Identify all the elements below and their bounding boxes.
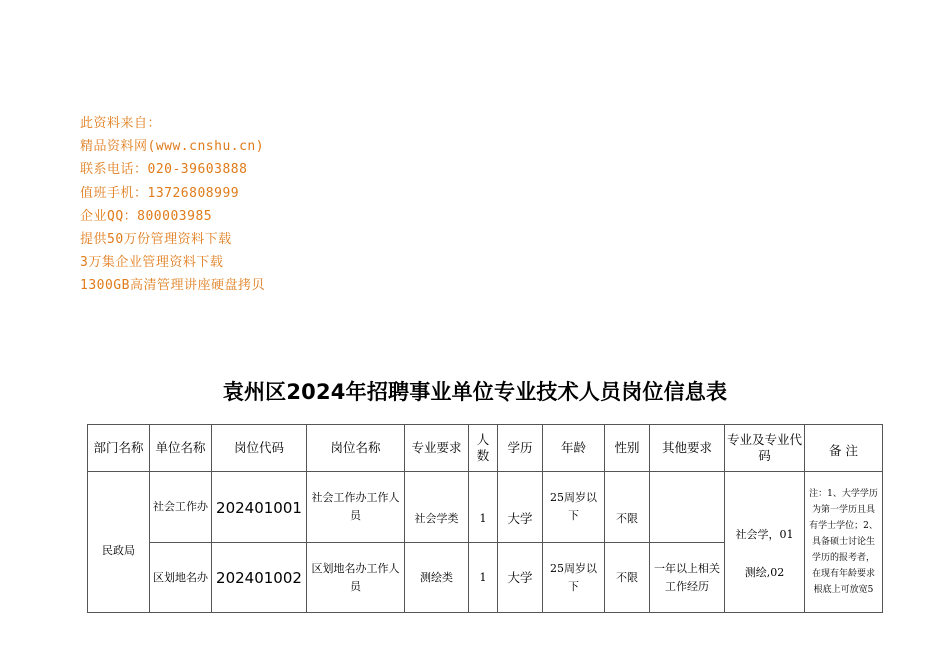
cell-unit: 区划地名办	[150, 543, 212, 613]
cell-edu: 大学	[498, 543, 543, 613]
cell-age: 25周岁以下	[543, 472, 605, 543]
table-row	[88, 472, 883, 543]
source-line-offer-3: 1300GB高清管理讲座硬盘拷贝	[80, 278, 265, 294]
major-code-2: 测绘,02	[744, 566, 785, 579]
document-title: 袁州区2024年招聘事业单位专业技术人员岗位信息表	[222, 380, 728, 404]
header-major-code: 专业及专业代码	[725, 425, 805, 472]
header-count: 人数	[469, 425, 498, 472]
header-other: 其他要求	[650, 425, 725, 472]
header-dept: 部门名称	[88, 425, 150, 472]
source-line-offer-1: 提供50万份管理资料下载	[80, 232, 232, 248]
cell-gender: 不限	[605, 472, 650, 543]
cell-count: 1	[469, 472, 498, 543]
source-line-heading: 此资料来自：	[80, 116, 162, 131]
cell-dept: 民政局	[88, 472, 150, 613]
cell-edu: 大学	[498, 472, 543, 543]
cell-major-code	[725, 472, 805, 613]
table-header-row	[88, 425, 883, 472]
source-line-mobile: 值班手机：13726808999	[80, 185, 240, 201]
cell-age: 25周岁以下	[543, 543, 605, 613]
cell-unit: 社会工作办	[150, 472, 212, 543]
header-major-req: 专业要求	[405, 425, 469, 472]
source-info-block	[80, 112, 265, 298]
header-unit: 单位名称	[150, 425, 212, 472]
source-line-offer-2: 3万集企业管理资料下载	[80, 255, 224, 271]
source-line-website: 精品资料网(www.cnshu.cn)	[80, 139, 265, 155]
cell-count: 1	[469, 543, 498, 613]
cell-other	[650, 472, 725, 543]
header-remark: 备 注	[805, 425, 883, 472]
header-code: 岗位代码	[212, 425, 307, 472]
source-line-qq: 企业QQ：800003985	[80, 208, 213, 224]
job-positions-table	[87, 424, 883, 613]
cell-gender: 不限	[605, 543, 650, 613]
cell-post: 区划地名办工作人员	[307, 543, 405, 613]
major-code-1: 社会学，01	[735, 528, 794, 541]
cell-major-req: 测绘类	[405, 543, 469, 613]
cell-post: 社会工作办工作人员	[307, 472, 405, 543]
cell-major-req: 社会学类	[405, 472, 469, 543]
header-post: 岗位名称	[307, 425, 405, 472]
cell-remark: 注：1、大学学历为第一学历且具有学士学位；2、具备硕士讨论生学历的报考者，在现有年龄要求根底上可放宽5	[805, 472, 883, 613]
header-edu: 学历	[498, 425, 543, 472]
cell-other: 一年以上相关工作经历	[650, 543, 725, 613]
cell-code: 202401002	[212, 543, 307, 613]
header-age: 年龄	[543, 425, 605, 472]
header-gender: 性别	[605, 425, 650, 472]
source-line-phone: 联系电话：020-39603888	[80, 162, 248, 178]
cell-code: 202401001	[212, 472, 307, 543]
